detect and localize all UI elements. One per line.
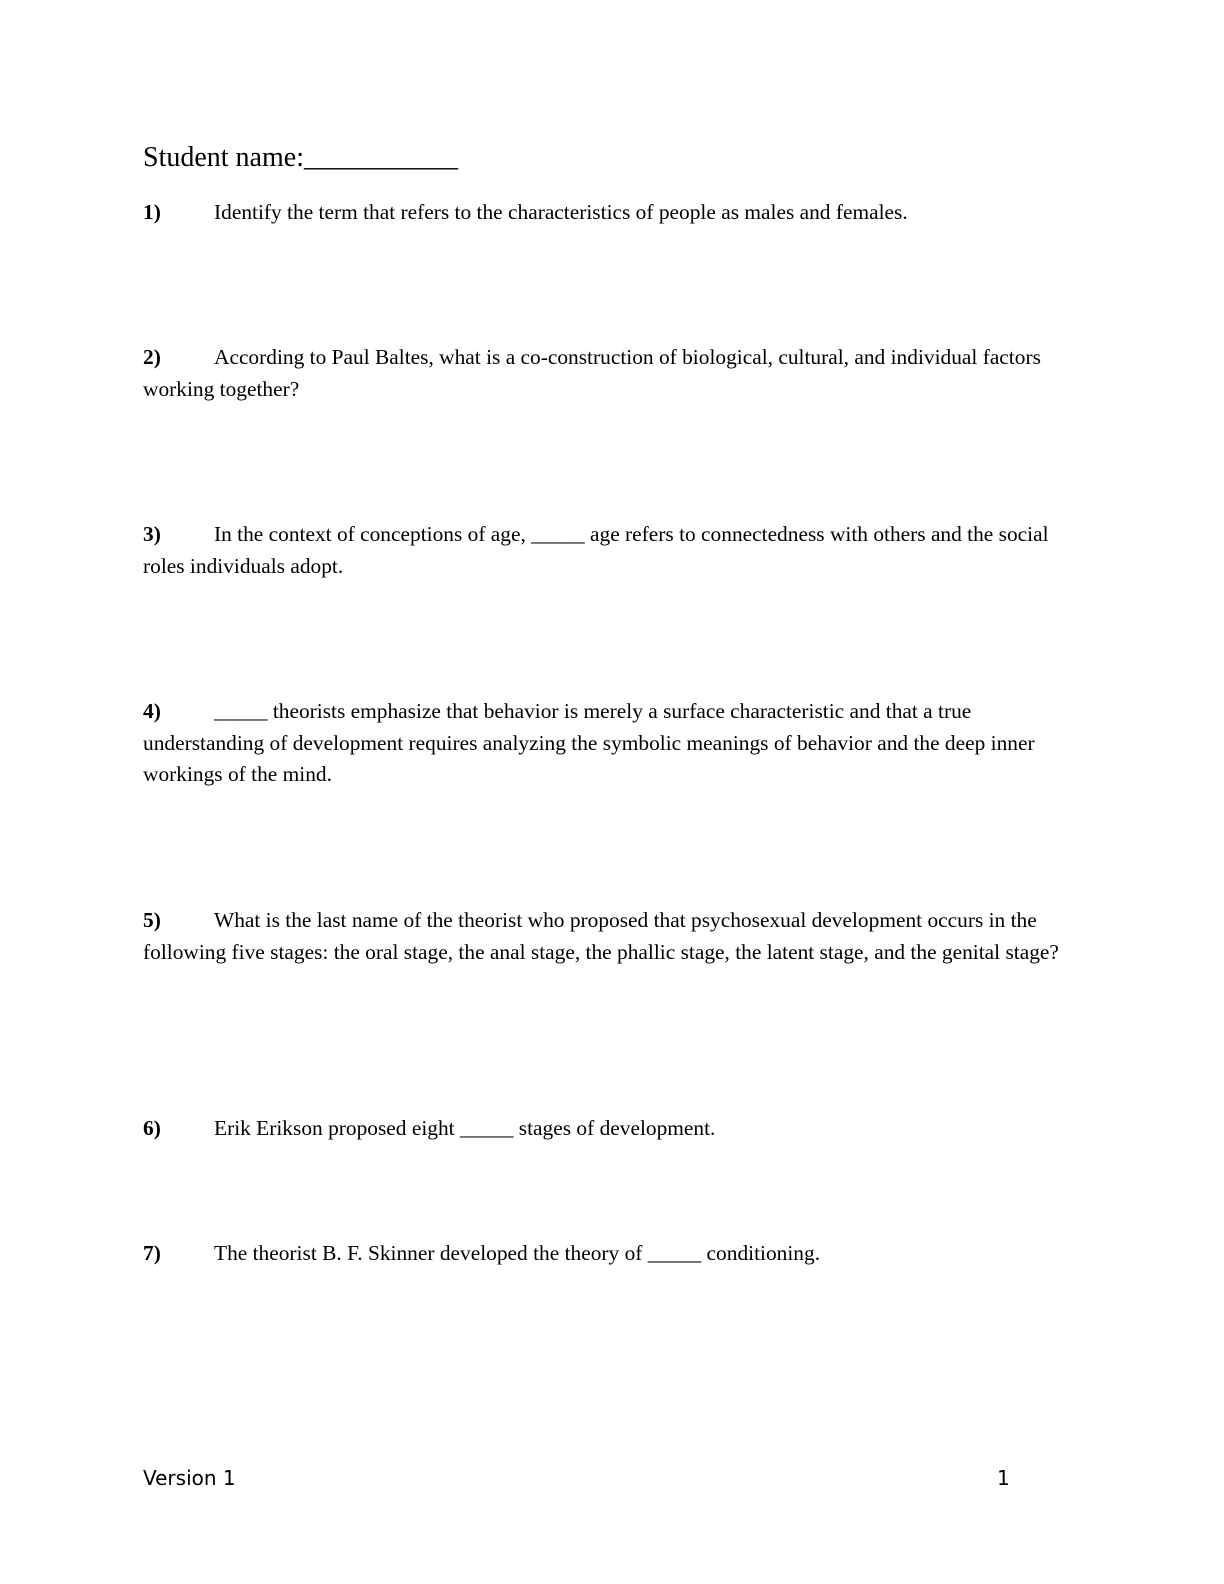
question-item: [143, 1113, 1078, 1145]
footer-page-number: 1: [997, 1466, 1010, 1490]
question-text: According to Paul Baltes, what is a co-construction of biological, cultural, and individual factors working together?: [143, 345, 1041, 401]
question-text: Erik Erikson proposed eight _____ stages of development.: [214, 1116, 716, 1140]
question-number: 1): [143, 200, 161, 224]
question-number: 3): [143, 522, 161, 546]
question-number: 2): [143, 345, 161, 369]
question-item: [143, 1238, 1078, 1270]
question-number: 4): [143, 699, 161, 723]
student-name-label: Student name:___________: [143, 142, 458, 173]
question-number: 5): [143, 908, 161, 932]
question-item: [143, 905, 1078, 968]
question-text: The theorist B. F. Skinner developed the theory of _____ conditioning.: [214, 1241, 821, 1265]
question-text: In the context of conceptions of age, _____ age refers to connectedness with others and the social roles individuals adopt.: [143, 522, 1049, 578]
footer-version: Version 1: [143, 1466, 236, 1490]
question-item: [143, 342, 1078, 405]
question-text: _____ theorists emphasize that behavior is merely a surface characteristic and that a true understanding of development requires analyzing the symbolic meanings of behavior and the deep inner workings of the mind.: [143, 699, 1035, 786]
question-number: 7): [143, 1241, 161, 1265]
question-item: [143, 519, 1078, 582]
question-number: 6): [143, 1116, 161, 1140]
question-item: [143, 197, 1078, 229]
question-text: Identify the term that refers to the characteristics of people as males and females.: [214, 200, 908, 224]
question-text: What is the last name of the theorist who proposed that psychosexual development occurs in the following five stages: the oral stage, the anal stage, the phallic stage, the latent stage, and the genital stage?: [143, 908, 1059, 964]
question-item: [143, 696, 1078, 791]
